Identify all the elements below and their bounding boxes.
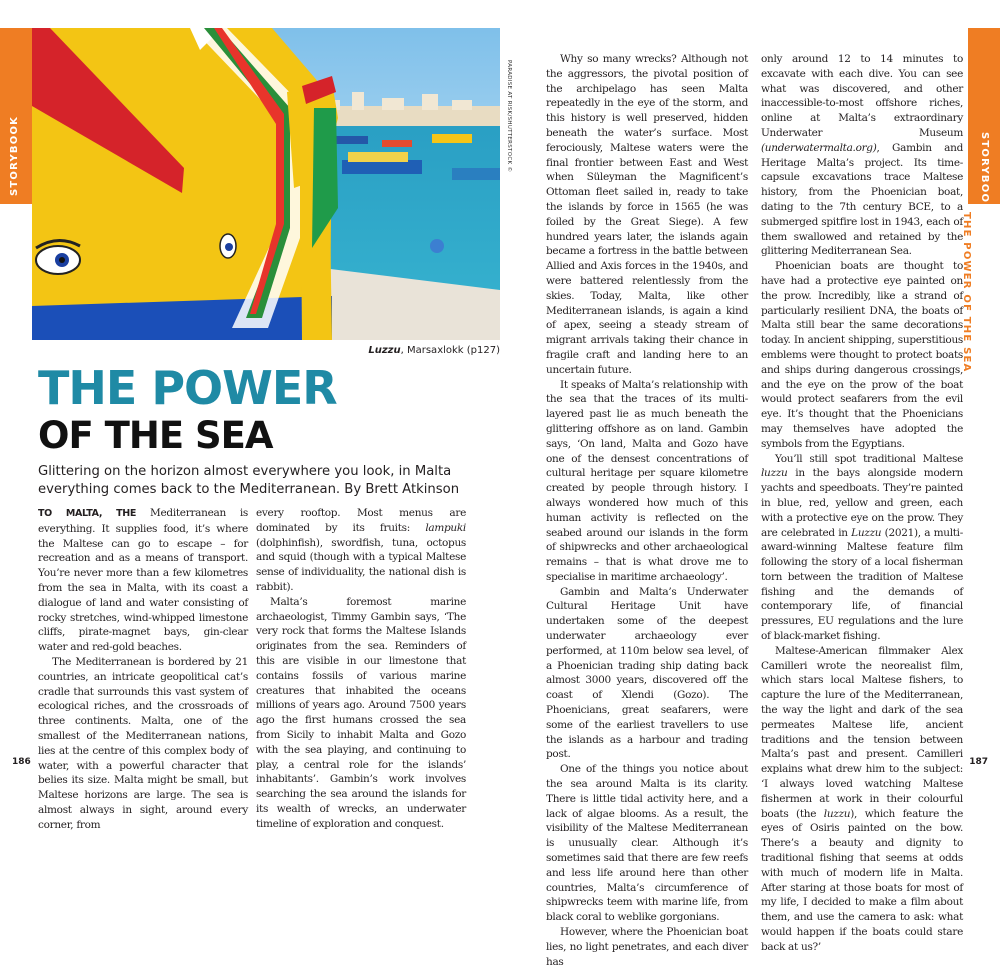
body-column-4: [761, 52, 963, 955]
paragraph-text: You’ll still spot traditional Maltese: [775, 452, 963, 465]
paragraph-text: , Gambin and Heritage Malta’s project. Its time-capsule excavations trace Maltese history, from the Phoenician boat, dating to the 7th century BCE, to a submerged spitfire lost in 1943, each of them swallowed and retained by the glittering Mediterranean Sea.: [761, 141, 963, 258]
photo-caption: [368, 345, 500, 356]
paragraph: However, where the Phoenician boat lies, no light penetrates, and each diver has: [546, 926, 748, 968]
body-column-1: [38, 506, 248, 833]
section-tab-label: STORYBOOK: [9, 115, 20, 196]
storybook-tab-left: [0, 28, 32, 204]
paragraph: The Mediterranean is bordered by 21 countries, an intricate geopolitical cat’s cradle that surrounds this vast system of ecological riches, and the crossroads of three continents. Malta, one of the smallest of the Mediterranean nations, lies at the centre of this complex body of water, with a powerful character that belies its size. Malta might be small, but Maltese horizons are large. The sea is almost always in sight, around every corner, from: [38, 655, 248, 831]
body-column-3: [546, 52, 748, 969]
page-number-right: 187: [969, 757, 988, 767]
article-title-line1: THE POWER: [38, 361, 337, 415]
paragraph-text: Mediterranean is everything. It supplies food, it’s where the Maltese can go to escape – for recreation and as a means of transport. You’re never more than a few kilometres from the sea in Malta, with its coast a dialogue of land and water consisting of rocky stretches, wind-whipped limestone cliffs, pirate-magnet bays, gin-clear water and red-gold beaches.: [38, 507, 248, 654]
paragraph-text: only around 12 to 14 minutes to excavate with each dive. You can see what was discovered, and other inaccessible-to-most offshore riches, online at Malta’s extraordinary Underwater Museum: [761, 53, 963, 139]
paragraph: Gambin and Malta’s Underwater Cultural Heritage Unit have undertaken some of the deepest underwater archaeology ever performed, at 110m below sea level, of a Phoenician trading ship dating back almost 3000 years, discovered off the coast of Xlendi (Gozo). The Phoenicians, great seafarers, were some of the earliest travellers to use the islands as a harbour and trading post.: [546, 585, 748, 761]
luzzu-boat-photo: [32, 28, 500, 340]
paragraph: Phoenician boats are thought to have had a protective eye painted on the prow. Incredibly, like a strand of particularly resilient DNA, the boats of Malta still bear the same decorations today. In ancient shipping, superstitious emblems were thought to protect boats and ships during dangerous crossings, and the eye on the prow of the boat would protect seafarers from the evil eye. It’s thought that the Phoenicians may themselves have adopted the symbols from the Egyptians.: [761, 260, 963, 450]
section-tab-label: STORYBOOK: [979, 132, 990, 213]
caption-italic: Luzzu: [368, 345, 401, 356]
page-number-left: 186: [12, 757, 31, 767]
italic-term: luzzu: [823, 807, 851, 820]
paragraph: [761, 52, 963, 259]
italic-term: luzzu: [761, 467, 788, 480]
italic-url: (underwatermalta.org): [761, 141, 877, 154]
italic-film-title: Luzzu: [851, 526, 882, 539]
body-column-2: [256, 506, 466, 832]
lead-in: TO MALTA, THE: [38, 508, 137, 519]
paragraph: [38, 506, 248, 655]
paragraph-text: (dolphinfish), swordfish, tuna, octopus and squid (though with a typical Maltese sense of individuality, the national dish is rabbit).: [256, 536, 466, 593]
paragraph-text: in the bays alongside modern yachts and speedboats. They’re painted in blue, red, yellow and green, each with a protective eye on the prow. They are celebrated in: [761, 467, 963, 539]
running-section-title: THE POWER OF THE SEA: [961, 212, 972, 373]
standfirst: Glittering on the horizon almost everywhere you look, in Malta everything comes back to the Mediterranean. By Brett Atkinson: [38, 464, 460, 497]
paragraph: [761, 644, 963, 955]
paragraph-text: Maltese-American filmmaker Alex Camilleri wrote the neorealist film, which stars local Maltese fishers, to capture the lure of the Mediterranean, the way the light and dark of the sea permeates Maltese life, ancient traditions and the tension between Malta’s past and present. Camilleri explains what drew him to the subject: ‘I always loved watching Maltese fishermen at work in their colourful boats (the: [761, 644, 963, 820]
paragraph-text: (2021), a multi-award-winning Maltese feature film following the story of a local fisherman torn between the tradition of Maltese fishing and the demands of contemporary life, of financial pressures, EU regulations and the lure of black-market fishing.: [761, 526, 963, 643]
article-title-line2: OF THE SEA: [38, 414, 273, 457]
paragraph-text: ), which feature the eyes of Osiris painted on the bow. There’s a beauty and dignity to traditional fishing that seems at odds with much of modern life in Malta. After staring at those boats for most of my life, I decided to make a film about them, and use the camera to ask: what would happen if the boats could stare back at us?’: [761, 807, 963, 953]
paragraph: [256, 506, 466, 595]
paragraph: Malta’s foremost marine archaeologist, Timmy Gambin says, ‘The very rock that forms the Maltese Islands originates from the sea. Reminders of this are visible in our limestone that contains fossils of various marine creatures that inhabited the oceans millions of years ago. Around 7500 years ago the first humans crossed the sea from Sicily to inhabit Malta and Gozo with the sea playing, and continuing to play, a central role for the islands’ inhabitants’. Gambin’s work involves searching the sea around the islands for its wealth of wrecks, an underwater timeline of exploration and conquest.: [256, 595, 466, 830]
italic-term: lampuki: [425, 521, 466, 534]
paragraph: It speaks of Malta’s relationship with the sea that the traces of its multi-layered past lie as much beneath the glittering offshore as on land. Gambin says, ‘On land, Malta and Gozo have one of the densest concentrations of cultural heritage per square kilometre created by people through history. I always wondered how much of this human activity is reflected on the seabed around our islands in the form of shipwrecks and other archaeological remains – that is what drove me to specialise in maritime archaeology’.: [546, 378, 748, 583]
storybook-tab-right: [968, 28, 1000, 213]
paragraph: One of the things you notice about the sea around Malta is its clarity. There is little tidal activity here, and a lack of algae blooms. As a result, the visibility of the Maltese Mediterranean is unusually clear. Although it’s sometimes said that there are few reefs and less life around here than other countries, Malta’s circumference of shipwrecks teem with marine life, from black coral to weblike gorgonians.: [546, 763, 748, 924]
paragraph: [761, 452, 963, 644]
photo-credit: PARADISE AT RISK/SHUTTERSTOCK ©: [506, 60, 512, 173]
caption-rest: , Marsaxlokk (p127): [400, 345, 500, 356]
paragraph-text: every rooftop. Most menus are dominated by its fruits:: [256, 507, 466, 534]
paragraph: Why so many wrecks? Although not the aggressors, the pivotal position of the archipelago has seen Malta repeatedly in the eye of the storm, and this history is well preserved, hidden beneath the water’s surface. Most ferociously, Maltese waters were the final frontier between East and West when Süleyman the Magnificent’s Ottoman fleet sailed in, ready to take the islands by force in 1565 (he was foiled by the Great Siege). A few hundred years later, the islands again became a fortress in the battle between Allied and Axis forces in the 1940s, and were battered relentlessly from the skies. Today, Malta, like other Mediterranean islands, is again a kind of apex, seeing a steady stream of migrant arrivals taking their chance in fragile craft and landing here to an uncertain future.: [546, 53, 748, 376]
